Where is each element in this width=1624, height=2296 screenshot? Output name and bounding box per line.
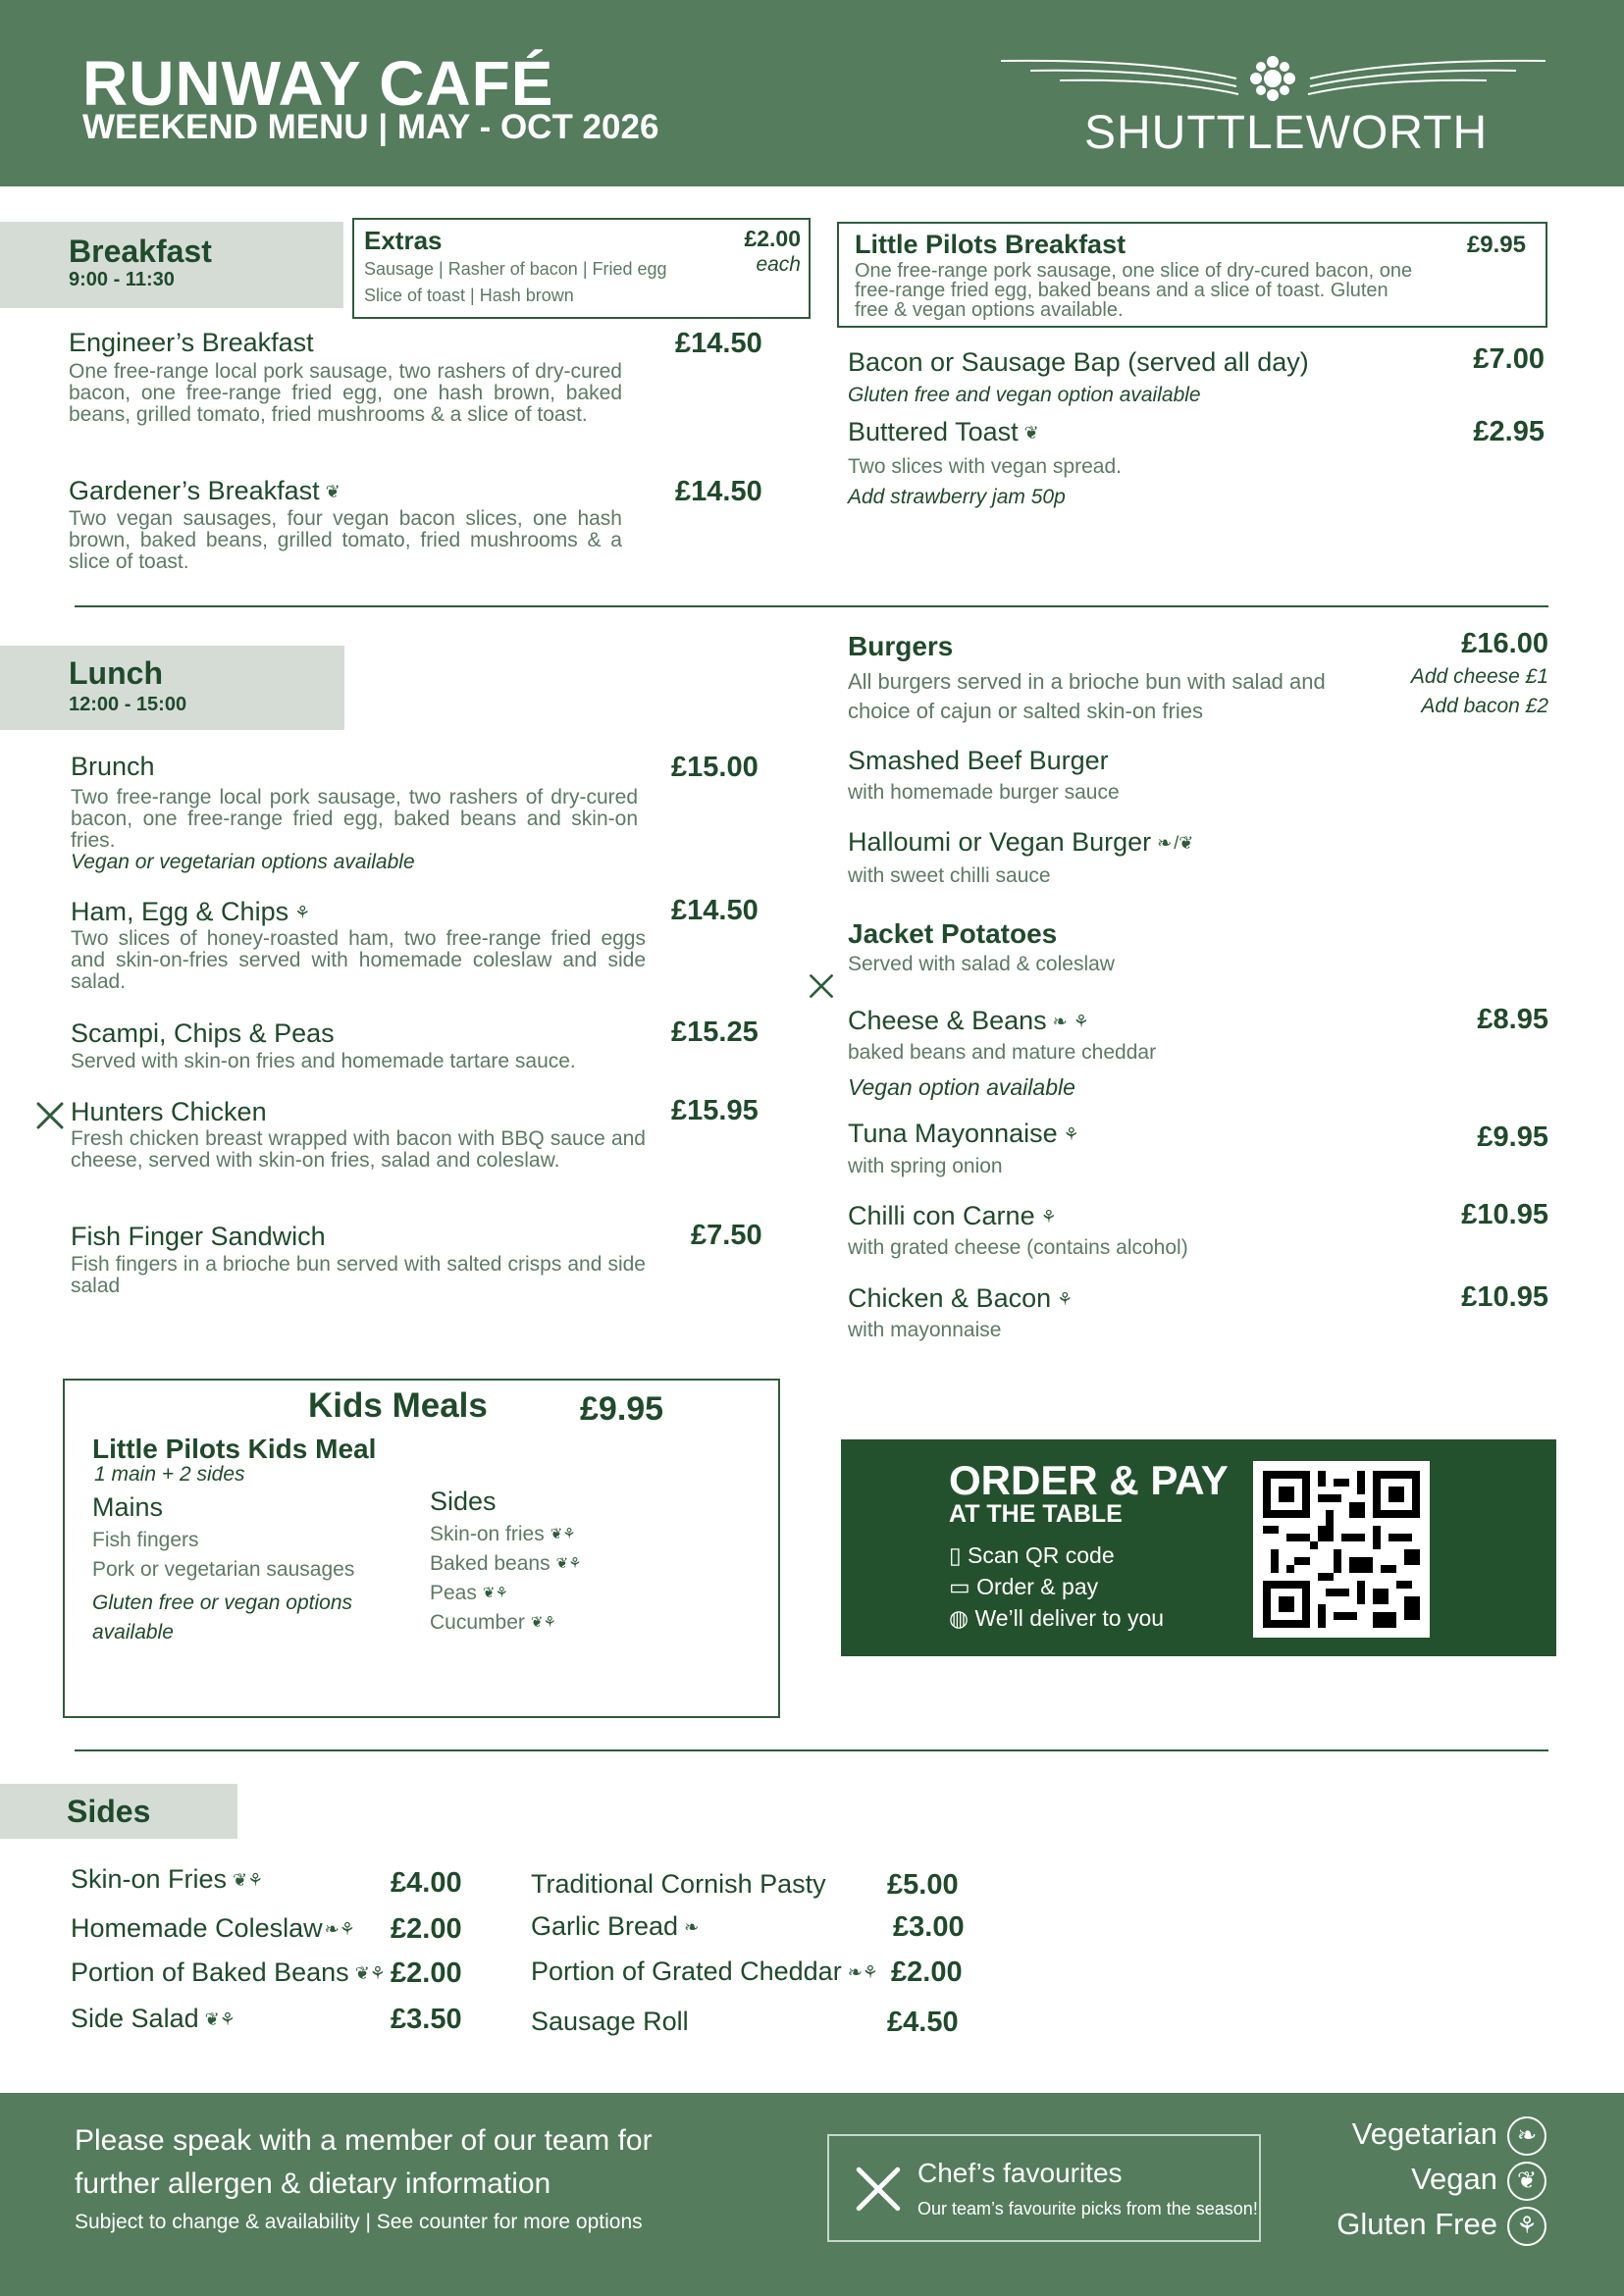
kids-side-item: Baked beans ❦⚘ [430, 1552, 582, 1575]
order-step: ▯ Scan QR code [949, 1542, 1115, 1568]
little-pilots-desc: One free-range pork sausage, one slice of dry-cured bacon, one free-range fried egg, baked beans and a slice of toast. Gluten free & vegan options available. [855, 260, 1413, 321]
menu-subtitle: WEEKEND MENU | MAY - OCT 2026 [82, 108, 659, 146]
breakfast-time: 9:00 - 11:30 [69, 269, 175, 290]
plate-icon: ◍ [949, 1605, 975, 1631]
lunch-band [0, 646, 344, 730]
fish-finger-desc: Fish fingers in a brioche bun served with salted crisps and side salad [71, 1253, 646, 1297]
kids-sides-title: Sides [430, 1487, 497, 1516]
brunch-price: £15.00 [671, 752, 759, 783]
cheese-beans-price: £8.95 [1477, 1004, 1548, 1035]
smashed-beef-desc: with homemade burger sauce [848, 781, 1120, 804]
vegetarian-gluten-free-icon: ❧⚘ [324, 1919, 355, 1940]
chefs-favourites-title: Chef’s favourites [917, 2158, 1123, 2188]
shuttleworth-logo: SHUTTLEWORTH [1084, 107, 1489, 159]
side-item-price: £2.00 [391, 1957, 462, 1989]
divider [75, 605, 1548, 607]
chefs-favourites-sub: Our team’s favourite picks from the season! [917, 2199, 1258, 2218]
vegetarian-icon: ❧ [684, 1917, 700, 1938]
divider [75, 1749, 1548, 1751]
chicken-bacon-desc: with mayonnaise [848, 1319, 1002, 1341]
kids-mains-title: Mains [92, 1492, 164, 1522]
vegan-gluten-free-icon: ❦⚘ [233, 1870, 264, 1891]
hunters-chicken-price: £15.95 [671, 1095, 759, 1126]
vegan-gluten-free-icon: ❦⚘ [482, 1585, 508, 1602]
side-item-price: £3.50 [391, 2004, 462, 2035]
vegan-gluten-free-icon: ❦⚘ [354, 1963, 386, 1984]
side-item-price: £4.50 [887, 2007, 959, 2038]
halloumi-desc: with sweet chilli sauce [848, 864, 1051, 887]
scampi-name: Scampi, Chips & Peas [71, 1018, 335, 1048]
vegan-gluten-free-icon: ❦⚘ [204, 2009, 236, 2030]
bap-note: Gluten free and vegan option available [848, 384, 1201, 406]
hunters-chicken-desc: Fresh chicken breast wrapped with bacon with BBQ sauce and cheese, served with skin-on fries, salad and coleslaw. [71, 1127, 646, 1172]
buttered-toast-price: £2.95 [1473, 416, 1545, 447]
footer-line1: Please speak with a member of our team for [75, 2124, 653, 2157]
brunch-desc: Two free-range local pork sausage, two rashers of dry-cured bacon, one free-range fried egg, baked beans and skin-on fries. [71, 786, 638, 852]
gardeners-breakfast-desc: Two vegan sausages, four vegan bacon slices, one hash brown, baked beans, grilled tomato, fried mushrooms & a slice of toast. [69, 507, 622, 573]
side-item-name: Traditional Cornish Pasty [531, 1869, 826, 1899]
phone-icon: ▯ [949, 1542, 969, 1568]
buttered-toast-desc: Two slices with vegan spread. [848, 455, 1122, 478]
buttered-toast-note: Add strawberry jam 50p [848, 486, 1066, 508]
chilli-price: £10.95 [1461, 1199, 1548, 1230]
vegan-gluten-free-icon: ❦⚘ [550, 1526, 576, 1543]
scampi-price: £15.25 [671, 1017, 759, 1048]
vegetarian-icon: ❧ [1507, 2116, 1546, 2156]
chefs-favourites-box [827, 2134, 1261, 2242]
vegetarian-icon: ❧ [1157, 833, 1173, 854]
engineers-breakfast-price: £14.50 [675, 328, 762, 359]
kids-subnote: 1 main + 2 sides [94, 1463, 245, 1486]
extras-price: £2.00 [744, 226, 801, 251]
chilli-name: Chilli con Carne ⚘ [848, 1201, 1057, 1230]
cheese-beans-name: Cheese & Beans ❧ ⚘ [848, 1006, 1089, 1035]
side-item-price: £3.00 [893, 1911, 965, 1943]
add-bacon-note: Add bacon £2 [1421, 695, 1548, 717]
kids-mains-note: Gluten free or vegan options available [92, 1592, 353, 1644]
chefs-favourite-icon [807, 971, 836, 1001]
extras-line1: Sausage | Rasher of bacon | Fried egg [364, 259, 667, 279]
brunch-note: Vegan or vegetarian options available [71, 851, 415, 873]
burgers-price: £16.00 [1461, 628, 1548, 659]
gluten-free-icon: ⚘ [1040, 1207, 1057, 1227]
kids-subtitle: Little Pilots Kids Meal [92, 1434, 377, 1464]
extras-line2: Slice of toast | Hash brown [364, 286, 574, 305]
engineers-breakfast-name: Engineer’s Breakfast [69, 328, 314, 357]
order-step: ▭ Order & pay [949, 1574, 1099, 1599]
chicken-bacon-name: Chicken & Bacon ⚘ [848, 1283, 1074, 1313]
extras-price-note: each [756, 253, 801, 276]
halloumi-name: Halloumi or Vegan Burger ❧ /❦ [848, 827, 1194, 857]
add-cheese-note: Add cheese £1 [1410, 665, 1548, 688]
hunters-chicken-name: Hunters Chicken [71, 1097, 267, 1126]
gluten-free-icon: ⚘ [1073, 1012, 1089, 1032]
chefs-favourite-icon [851, 2162, 906, 2217]
tuna-mayo-name: Tuna Mayonnaise ⚘ [848, 1119, 1079, 1148]
tuna-mayo-desc: with spring onion [848, 1155, 1003, 1177]
side-item-name: Skin-on Fries ❦⚘ [71, 1864, 264, 1894]
side-item-name: Homemade Coleslaw ❧⚘ [71, 1913, 355, 1943]
buttered-toast-name: Buttered Toast ❦ [848, 417, 1039, 446]
menu-title: RUNWAY CAFÉ [82, 48, 554, 119]
side-item-name: Portion of Grated Cheddar ❧⚘ [531, 1957, 878, 1986]
vegan-icon: ❦ [1507, 2162, 1546, 2201]
chilli-desc: with grated cheese (contains alcohol) [848, 1236, 1188, 1259]
kids-title: Kids Meals [308, 1386, 488, 1425]
card-icon: ▭ [949, 1574, 977, 1599]
breakfast-title: Breakfast [69, 234, 212, 269]
kids-main-item: Pork or vegetarian sausages [92, 1558, 355, 1581]
lunch-time: 12:00 - 15:00 [69, 694, 187, 715]
vegetarian-gluten-free-icon: ❧⚘ [847, 1962, 878, 1983]
side-item-price: £4.00 [391, 1867, 462, 1899]
ham-egg-chips-price: £14.50 [671, 895, 759, 926]
kids-side-item: Skin-on fries ❦⚘ [430, 1523, 576, 1545]
legend-gluten-free: Gluten Free [1336, 2207, 1497, 2241]
smashed-beef-name: Smashed Beef Burger [848, 746, 1109, 775]
tuna-mayo-price: £9.95 [1477, 1122, 1548, 1153]
gluten-free-icon: ⚘ [1063, 1124, 1079, 1145]
kids-side-item: Peas ❦⚘ [430, 1582, 508, 1604]
qr-code[interactable] [1253, 1461, 1430, 1638]
sides-title: Sides [67, 1794, 151, 1829]
side-item-price: £5.00 [887, 1869, 959, 1901]
bap-price: £7.00 [1473, 343, 1545, 375]
ham-egg-chips-name: Ham, Egg & Chips ⚘ [71, 897, 311, 926]
brunch-name: Brunch [71, 752, 155, 781]
fish-finger-price: £7.50 [691, 1220, 762, 1251]
kids-meals-box [63, 1379, 780, 1718]
little-pilots-price: £9.95 [1466, 232, 1526, 258]
vegan-gluten-free-icon: ❦⚘ [530, 1614, 556, 1632]
legend-vegetarian: Vegetarian [1351, 2116, 1497, 2151]
side-item-name: Garlic Bread ❧ [531, 1911, 700, 1941]
vegetarian-icon: ❧ [1052, 1012, 1068, 1032]
little-pilots-box [837, 222, 1547, 328]
cheese-beans-note: Vegan option available [848, 1074, 1075, 1100]
extras-title: Extras [364, 226, 443, 255]
vegan-icon: ❦ [325, 482, 341, 502]
side-item-name: Side Salad ❦⚘ [71, 2004, 236, 2033]
kids-main-item: Fish fingers [92, 1529, 199, 1551]
footer-line3: Subject to change & availability | See counter for more options [75, 2211, 643, 2233]
engineers-breakfast-desc: One free-range local pork sausage, two rashers of dry-cured bacon, one free-range fried egg, one hash brown, baked beans, grilled tomato, fried mushrooms & a slice of toast. [69, 360, 622, 426]
extras-box [352, 218, 811, 319]
order-pay-panel [841, 1439, 1556, 1656]
gardeners-breakfast-name: Gardener’s Breakfast ❦ [69, 476, 341, 505]
chicken-bacon-price: £10.95 [1461, 1281, 1548, 1313]
kids-side-item: Cucumber ❦⚘ [430, 1611, 556, 1634]
gluten-free-icon: ⚘ [1057, 1289, 1074, 1310]
footer-line2: further allergen & dietary information [75, 2167, 551, 2200]
little-pilots-title: Little Pilots Breakfast [855, 230, 1126, 259]
side-item-price: £2.00 [391, 1913, 462, 1945]
jacket-title: Jacket Potatoes [848, 918, 1058, 949]
side-item-price: £2.00 [891, 1957, 963, 1988]
vegan-icon: ❦ [1023, 423, 1039, 444]
order-subtitle: AT THE TABLE [949, 1500, 1123, 1528]
cheese-beans-desc: baked beans and mature cheddar [848, 1041, 1157, 1064]
gluten-free-icon: ⚘ [294, 903, 311, 923]
burgers-desc: All burgers served in a brioche bun with salad and choice of cajun or salted skin-on fries [848, 669, 1326, 723]
chefs-favourite-icon [33, 1099, 67, 1132]
side-item-name: Sausage Roll [531, 2007, 689, 2036]
scampi-desc: Served with skin-on fries and homemade tartare sauce. [71, 1050, 576, 1072]
legend-vegan: Vegan [1411, 2162, 1497, 2196]
burgers-title: Burgers [848, 631, 954, 661]
vegan-gluten-free-icon: ❦⚘ [555, 1555, 582, 1573]
bap-name: Bacon or Sausage Bap (served all day) [848, 347, 1309, 377]
order-step: ◍ We’ll deliver to you [949, 1605, 1165, 1631]
gardeners-breakfast-price: £14.50 [675, 476, 762, 507]
fish-finger-name: Fish Finger Sandwich [71, 1222, 326, 1251]
qr-code-icon [1263, 1471, 1420, 1628]
order-title: ORDER & PAY [949, 1457, 1229, 1503]
gluten-free-icon: ⚘ [1507, 2207, 1546, 2246]
vegan-icon: /❦ [1174, 833, 1194, 854]
ham-egg-chips-desc: Two slices of honey-roasted ham, two free-range fried eggs and skin-on-fries served with homemade coleslaw and side salad. [71, 927, 646, 993]
side-item-name: Portion of Baked Beans ❦⚘ [71, 1957, 386, 1987]
lunch-title: Lunch [69, 655, 163, 691]
jacket-desc: Served with salad & coleslaw [848, 953, 1115, 975]
kids-price: £9.95 [580, 1390, 664, 1428]
